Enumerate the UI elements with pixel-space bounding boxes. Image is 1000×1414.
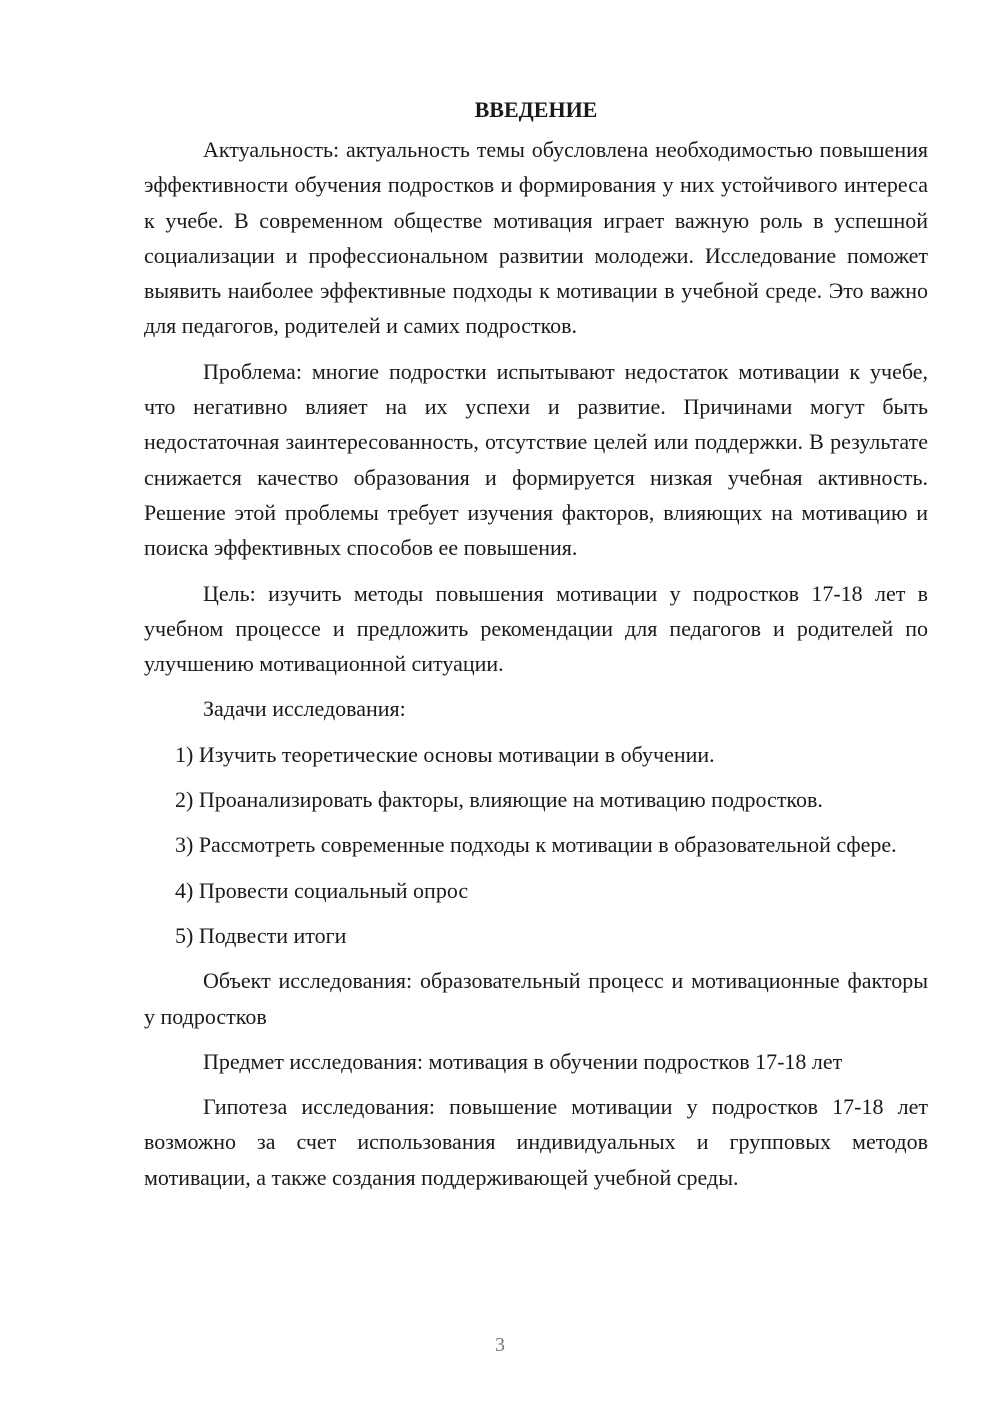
document-page — [144, 92, 928, 1205]
subject-paragraph: Предмет исследования: мотивация в обучении подростков 17-18 лет — [203, 1048, 843, 1074]
tasks-heading: Задачи исследования: — [203, 696, 406, 722]
problem-paragraph: Проблема: многие подростки испытывают недостаток мотивации к учебе, что негативно влияет на их успехи и развитие. Причинами могут быть недостаточная заинтересованность, отсутствие целей или поддержки. В результате снижается качество образования и формируется низкая учебная активность. Решение этой проблемы требует изучения факторов, влияющих на мотивацию и поиска эффективных способов ее повышения. — [144, 358, 928, 561]
task-item: 3) Рассмотреть современные подходы к мотивации в образовательной сфере. — [175, 832, 897, 858]
goal-paragraph: Цель: изучить методы повышения мотивации у подростков 17-18 лет в учебном процессе и предложить рекомендации для педагогов и родителей по улучшению мотивационной ситуации. — [144, 580, 928, 677]
task-item: 1) Изучить теоретические основы мотивации в обучении. — [175, 741, 715, 767]
task-item: 5) Подвести итоги — [175, 922, 347, 948]
page-number: 3 — [495, 1334, 505, 1356]
relevance-paragraph: Актуальность: актуальность темы обусловлена необходимостью повышения эффективности обучения подростков и формирования у них устойчивого интереса к учебе. В современном обществе мотивация играет важную роль в успешной социализации и профессиональном развитии молодежи. Исследование поможет выявить наиболее эффективные подходы к мотивации в учебной среде. Это важно для педагогов, родителей и самих подростков. — [144, 137, 928, 339]
task-item: 2) Проанализировать факторы, влияющие на мотивацию подростков. — [175, 787, 823, 813]
hypothesis-paragraph: Гипотеза исследования: повышение мотивации у подростков 17-18 лет возможно за счет использования индивидуальных и групповых методов мотивации, а также создания поддерживающей учебной среды. — [144, 1094, 928, 1190]
section-title: ВВЕДЕНИЕ — [474, 97, 598, 122]
task-item: 4) Провести социальный опрос — [175, 877, 469, 903]
object-paragraph: Объект исследования: образовательный процесс и мотивационные факторы у подростков — [144, 968, 928, 1029]
